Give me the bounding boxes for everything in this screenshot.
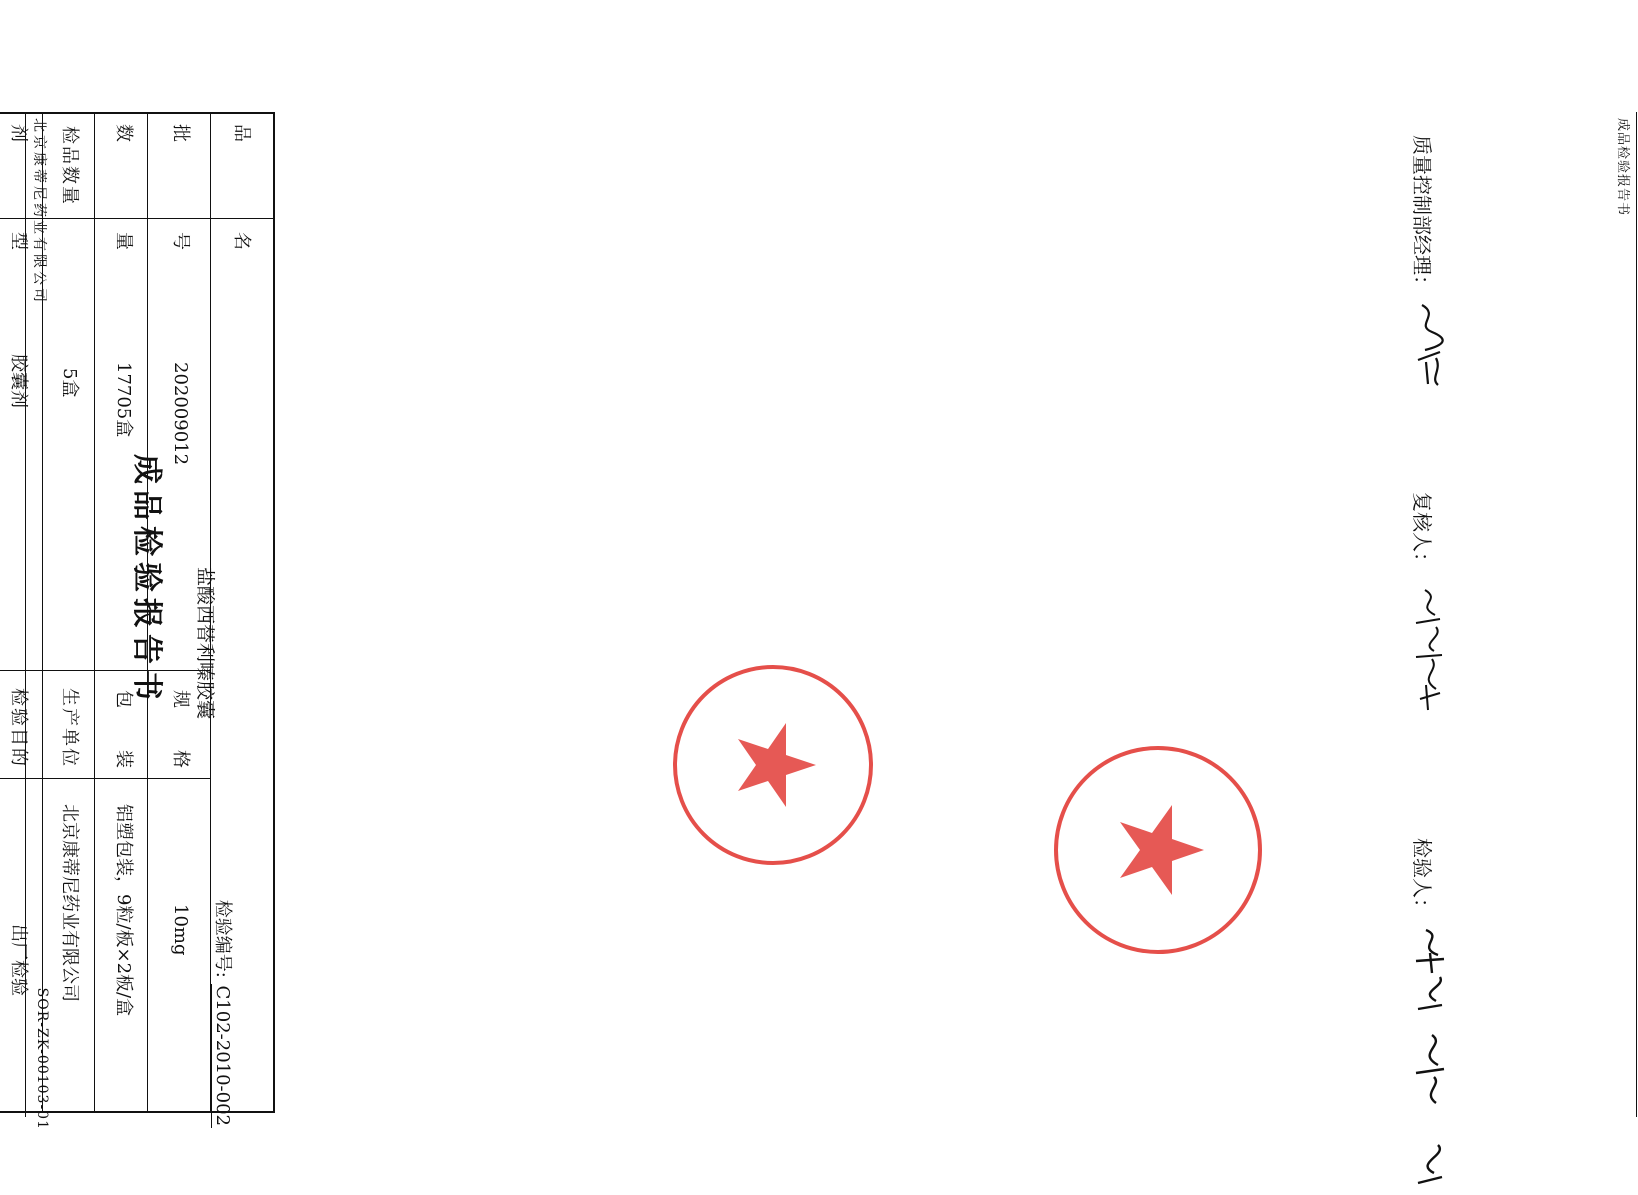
dosage-form-value: 胶囊剂 (8, 354, 29, 408)
sample-qty-value: 5盒 (59, 368, 80, 398)
qc-manager-label: 质量控制部经理： (1410, 135, 1434, 295)
reviewer-signature-mark (1410, 585, 1450, 715)
qc-manager-signature-mark (1410, 300, 1450, 390)
side-footer: 成品检验报告书 (1615, 118, 1630, 217)
inspector-label: 检验人： (1410, 838, 1434, 918)
report-number-value: C102-2010-002 (212, 985, 233, 1126)
report-number-label: 检验编号: (212, 899, 233, 978)
quantity-value: 17705盒 (113, 362, 134, 438)
dosage-form-label: 剂 型 (8, 124, 29, 268)
batch-label: 批 号 (170, 124, 191, 268)
batch-value: 202009012 (170, 362, 191, 466)
page-title: 成品检验报告书 (129, 454, 164, 706)
form-code: SOR-ZK-00103-01 (34, 987, 50, 1130)
quantity-label: 数 量 (113, 124, 134, 268)
report-table (0, 112, 275, 1113)
quality-stamp-2 (1048, 740, 1268, 960)
product-name-label: 品 名 (231, 124, 252, 268)
manufacturer-label: 生产单位 (59, 688, 80, 768)
footer-rule (1636, 112, 1637, 1117)
company-header: 北京康蒂尼药业有限公司 (31, 118, 47, 305)
packaging-value: 铝塑包装，9粒/板×2板/盒 (113, 804, 134, 1017)
purpose-label: 检验目的 (8, 688, 29, 768)
spec-label: 规 格 (170, 690, 191, 770)
purpose-value: 出厂检验 (8, 924, 29, 996)
product-name-heading: 盐酸西替利嗪胶囊 (194, 566, 216, 719)
inspector-signature (1409, 838, 1438, 918)
packaging-label: 包 装 (113, 690, 134, 770)
manufacturer-value: 北京康蒂尼药业有限公司 (59, 804, 80, 1002)
sample-qty-label: 检品数量 (59, 126, 80, 206)
reviewer-label: 复核人： (1410, 492, 1434, 572)
quality-stamp-1 (668, 660, 878, 870)
qc-manager-signature (1409, 135, 1438, 295)
inspector-signature-mark (1408, 925, 1452, 1195)
reviewer-signature (1409, 492, 1438, 572)
spec-value: 10mg (170, 904, 191, 956)
